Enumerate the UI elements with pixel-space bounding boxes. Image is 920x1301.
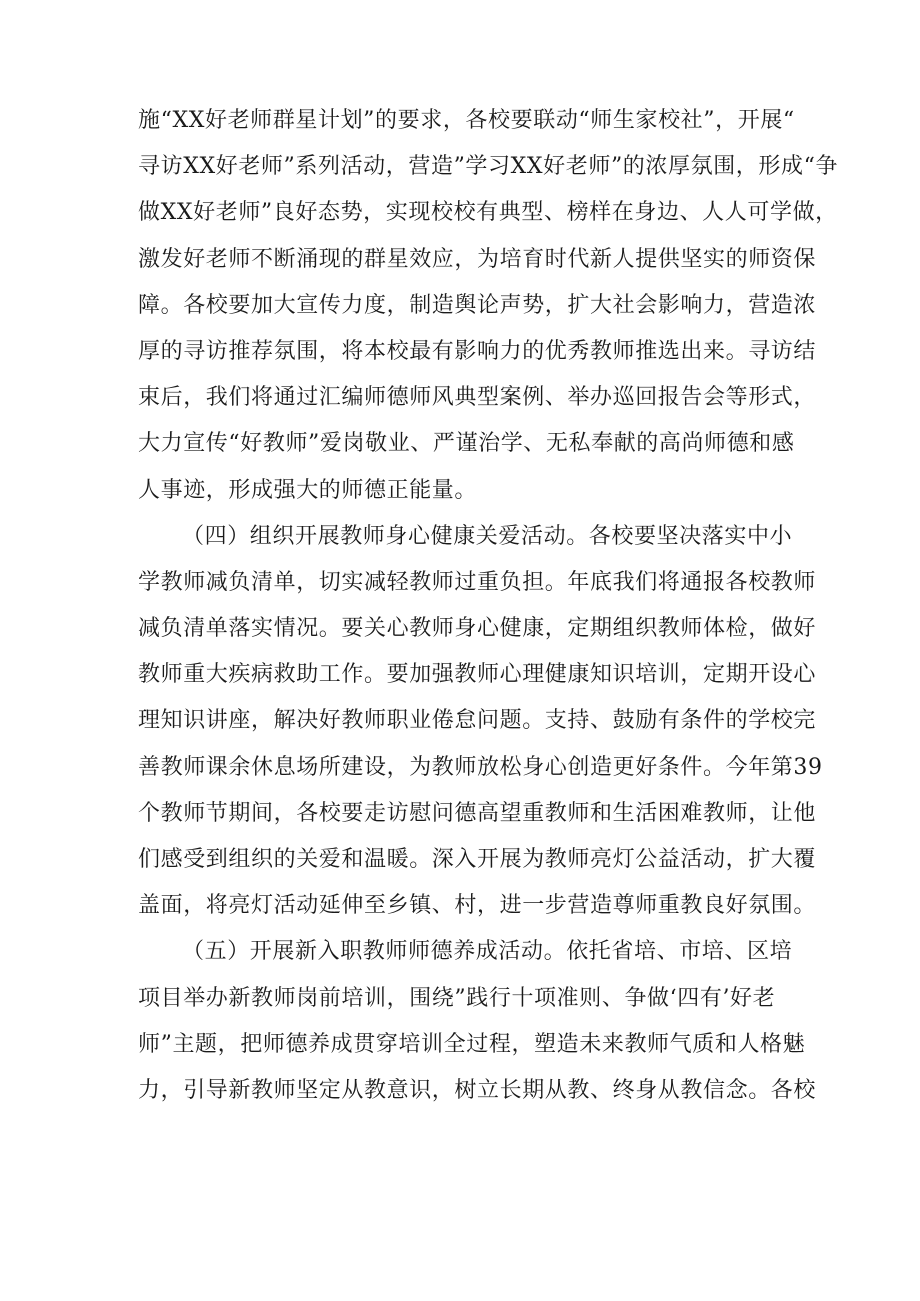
text-line: 施“XX好老师群星计划”的要求，各校要联动“师生家校社”，开展“ <box>138 108 795 133</box>
text-line: 人事迹，形成强大的师德正能量。 <box>138 477 478 503</box>
text-line: 盖面，将亮灯活动延伸至乡镇、村，进一步营造尊师重教良好氛围。 <box>138 893 817 919</box>
text-line: 善教师课余休息场所建设，为教师放松身心创造更好条件。今年第39 <box>138 754 823 780</box>
text-line: 理知识讲座，解决好教师职业倦怠问题。支持、鼓励有条件的学校完 <box>138 708 817 734</box>
text-line: 寻访XX好老师”系列活动，营造”学习XX好老师”的浓厚氛围，形成“争 <box>138 154 839 180</box>
section-heading-line: （四）组织开展教师身心健康关爱活动。各校要坚决落实中小 <box>182 523 793 549</box>
text-line: 项目举办新教师岗前培训，围绕”践行十项准则、争做‘四有’好老 <box>138 985 776 1011</box>
text-line: 力，引导新教师坚定从教意识，树立长期从教、终身从教信念。各校 <box>138 1077 817 1103</box>
text-line: 做XX好老师”良好态势，实现校校有典型、榜样在身边、人人可学做， <box>138 200 838 226</box>
text-line: 个教师节期间，各校要走访慰问德高望重教师和生活困难教师，让他 <box>138 800 817 826</box>
text-line: 教师重大疾病救助工作。要加强教师心理健康知识培训，定期开设心 <box>138 662 817 688</box>
text-line: 减负清单落实情况。要关心教师身心健康，定期组织教师体检，做好 <box>138 616 817 642</box>
document-body <box>138 98 839 1114</box>
text-line: 大力宣传“好教师”爱岗敬业、严谨治学、无私奉献的高尚师德和感 <box>138 431 795 457</box>
text-line: 障。各校要加大宣传力度，制造舆论声势，扩大社会影响力，营造浓 <box>138 292 817 318</box>
text-line: 激发好老师不断涌现的群星效应，为培育时代新人提供坚实的师资保 <box>138 246 817 272</box>
section-heading-line: （五）开展新入职教师师德养成活动。依托省培、市培、区培 <box>182 939 793 965</box>
text-line: 束后，我们将通过汇编师德师风典型案例、举办巡回报告会等形式， <box>138 385 817 411</box>
text-line: 厚的寻访推荐氛围，将本校最有影响力的优秀教师推选出来。寻访结 <box>138 338 817 364</box>
text-line: 学教师减负清单，切实减轻教师过重负担。年底我们将通报各校教师 <box>138 569 817 595</box>
text-line: 们感受到组织的关爱和温暖。深入开展为教师亮灯公益活动，扩大覆 <box>138 847 817 872</box>
text-line: 师”主题，把师德养成贯穿培训全过程，塑造未来教师气质和人格魅 <box>138 1031 806 1057</box>
